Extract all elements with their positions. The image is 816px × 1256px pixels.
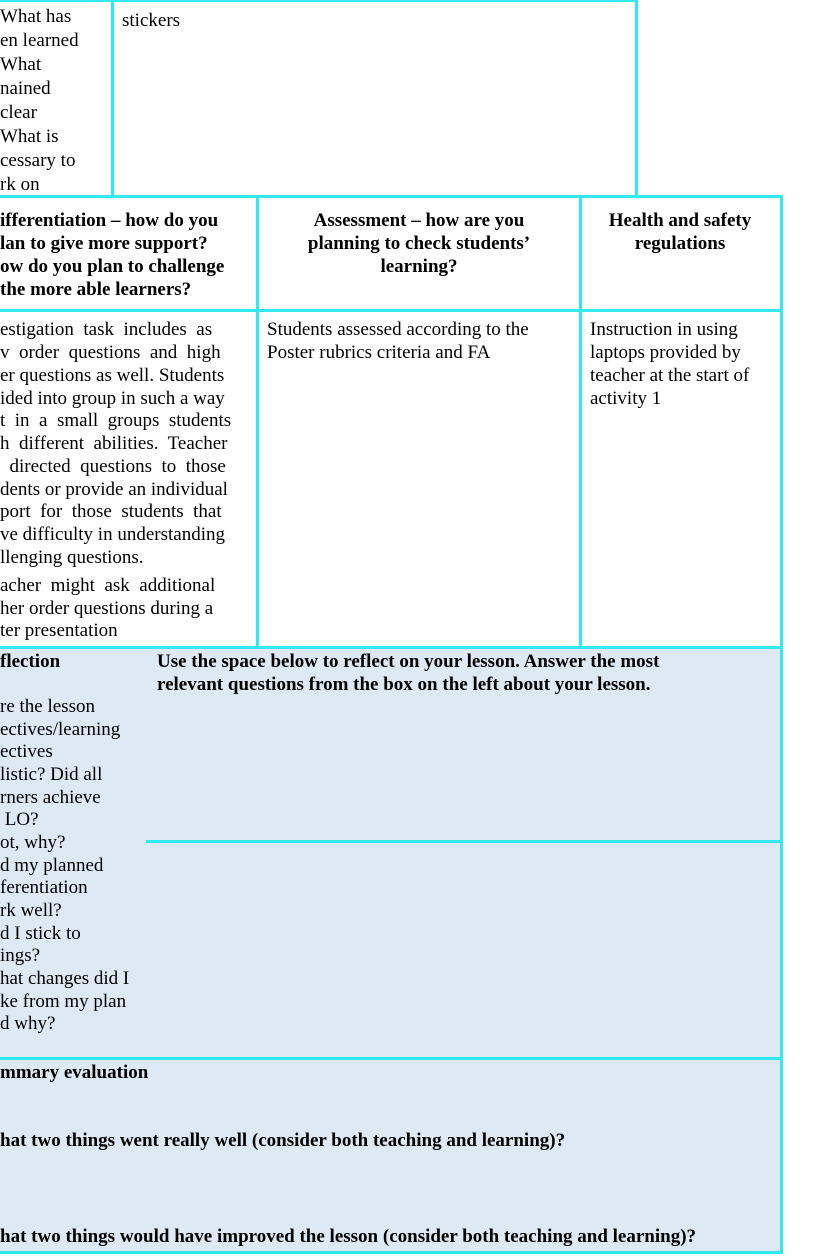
resources-text: stickers	[122, 10, 181, 31]
text-line: nained	[0, 78, 51, 99]
text-line: ings?	[0, 945, 41, 966]
text-line: directed questions to those	[0, 456, 226, 477]
text-line: v order questions and high	[0, 342, 221, 363]
header-line: lan to give more support?	[0, 233, 208, 254]
text-line: ter presentation	[0, 620, 118, 641]
text-line: dents or provide an individual	[0, 479, 228, 500]
text-line: ve difficulty in understanding	[0, 524, 225, 545]
summary-heading: mmary evaluation	[0, 1062, 149, 1083]
text-line: hat changes did I	[0, 968, 130, 989]
text-line: laptops provided by	[590, 342, 741, 363]
text-line: acher might ask additional	[0, 575, 216, 596]
header-line: planning to check students’	[307, 233, 531, 254]
header-line: the more able learners?	[0, 279, 192, 300]
text-line: What is	[0, 126, 59, 147]
text-line: rk on	[0, 174, 40, 195]
text-line: er questions as well. Students	[0, 365, 225, 386]
text-line: rk well?	[0, 900, 62, 921]
text-line: t in a small groups students	[0, 410, 232, 431]
text-line: d I stick to	[0, 923, 81, 944]
text-line: What has	[0, 6, 72, 27]
header-line: Health and safety	[608, 210, 752, 231]
text-line: d why?	[0, 1013, 56, 1034]
text-line: en learned	[0, 30, 79, 51]
text-line: her order questions during a	[0, 598, 214, 619]
text-line: ectives	[0, 741, 53, 762]
text-line: ot, why?	[0, 832, 66, 853]
text-line: ectives/learning	[0, 719, 121, 740]
text-line: ke from my plan	[0, 991, 127, 1012]
top-row-right-cell	[111, 0, 638, 196]
text-line: cessary to	[0, 150, 76, 171]
text-line: ided into group in such a way	[0, 388, 225, 409]
text-line: re the lesson	[0, 696, 95, 717]
text-line: port for those students that	[0, 501, 222, 522]
text-line: teacher at the start of	[590, 365, 750, 386]
text-line: ferentiation	[0, 877, 88, 898]
text-line: rners achieve	[0, 787, 101, 808]
header-line: regulations	[634, 233, 726, 254]
header-line: ifferentiation – how do you	[0, 210, 219, 231]
text-line: Instruction in using	[590, 319, 738, 340]
prompt-line: relevant questions from the box on the left about your lesson.	[157, 674, 651, 695]
text-line: estigation task includes as	[0, 319, 213, 340]
prompt-line: Use the space below to reflect on your lesson. Answer the most	[157, 651, 660, 672]
text-line: Poster rubrics criteria and FA	[267, 342, 491, 363]
reflection-answer-cell	[146, 840, 783, 1060]
text-line: activity 1	[590, 388, 662, 409]
text-line: llenging questions.	[0, 547, 144, 568]
text-line: clear	[0, 102, 37, 123]
text-line: LO?	[0, 809, 39, 830]
header-line: ow do you plan to challenge	[0, 256, 225, 277]
text-line: d my planned	[0, 855, 104, 876]
text-line: What	[0, 54, 42, 75]
summary-question-2: hat two things would have improved the lesson (consider both teaching and learning)?	[0, 1226, 697, 1247]
header-line: Assessment – how are you	[313, 210, 525, 231]
header-line: learning?	[380, 256, 458, 277]
text-line: Students assessed according to the	[267, 319, 529, 340]
text-line: listic? Did all	[0, 764, 103, 785]
text-line: h different abilities. Teacher	[0, 433, 228, 454]
reflection-heading: flection	[0, 651, 61, 672]
summary-question-1: hat two things went really well (consider both teaching and learning)?	[0, 1130, 566, 1151]
